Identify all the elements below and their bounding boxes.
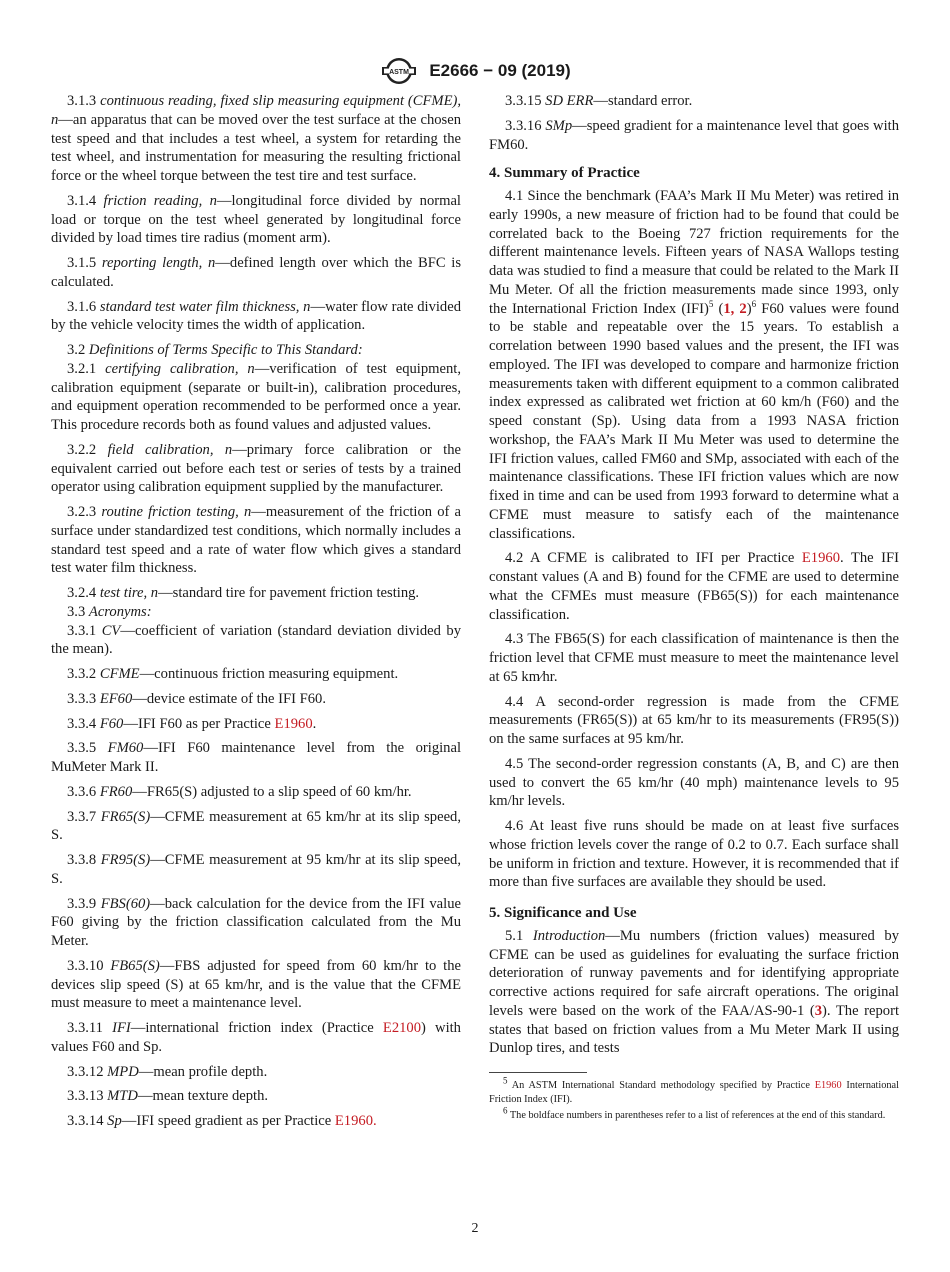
para-3-3-13: 3.3.13 MTD—mean texture depth. xyxy=(67,1088,269,1105)
para-3-2-4: 3.2.4 test tire, n—standard tire for pavement friction testing. xyxy=(67,585,420,601)
para-5-1: 5.1 Introduction—Mu numbers (friction values) measured by CFME can be used as guidelines for evaluating the surface friction deterioration of runway pavements and for identifying appropriate corrective actions required for safe aircraft operations. The original levels were based on the work of the FAA/AS-90-1 (3). The report states that based on friction values from a Mu Meter Mark II using Dunlop tires, and tests xyxy=(489,927,899,1057)
para-3-3-7: 3.3.7 FR65(S)—CFME measurement at 65 km/hr at its slip speed, S. xyxy=(51,808,462,844)
section-heading-summary: 4. Summary of Practice xyxy=(489,165,640,182)
para-4-1: 4.1 Since the benchmark (FAA’s Mark II Mu Meter) was retired in early 1990s, a new measure of friction had to be found that could be correlated back to the Boeing 727 friction requirements for the different maintenance levels. Fifteen years of NASA Wallops testing data was studied to find a measure that could be related to the Mark II Mu Meter. Of all the friction measurements made since 1993, only the International Friction Index (IFI)$^5$ (1, 2)$^6$ F60 values were found to be stable and repeatable over the 15 years. To establish a correlation between 1990 based values and the present, the IFI was employed. The IFI was developed to compare and harmonize friction measurements taken with different equipment to a common calibrated index expressed as calibrated wet friction at 60 km/h (F60) and the speed constant (Sp). Using data from a 1993 NASA friction workshop, the FAA’s Mark II Mu Meter was used to determine the IFI friction values, called FM60 and SMp, associated with each of the maintenance classifications. These IFI friction values which are now fixed in time and can be used from 1993 forward to determine what a CFME must measure to satisfy each of the maintenance classifications. xyxy=(489,188,899,542)
ref-link-e1960[interactable]: E1960 xyxy=(274,715,313,732)
para-3-3: 3.3 Acronyms: xyxy=(67,603,152,620)
para-3-3-4: 3.3.4 F60—IFI F60 as per Practice E1960. xyxy=(67,715,317,732)
para-3-3-15: 3.3.15 SD ERR—standard error. xyxy=(505,93,693,109)
para-3-3-6: 3.3.6 FR60—FR65(S) adjusted to a slip speed of 60 km/hr. xyxy=(67,783,412,800)
para-3-3-10: 3.3.10 FB65(S)—FBS adjusted for speed from 60 km/hr to the devices slip speed (S) at 65 km/hr, and is the value that the CFME must measure to meet a maintenance level. xyxy=(51,957,461,1012)
para-3-3-16: 3.3.16 SMp—speed gradient for a maintenance level that goes with FM60. xyxy=(489,117,899,153)
para-4-4: 4.4 A second-order regression is made from the CFME measurements (FR65(S)) at 65 km/hr to its measurements (FR95(S)) on the same surfaces at 95 km/hr. xyxy=(489,693,899,747)
ref-link-1-2[interactable]: 1, 2 xyxy=(723,300,747,317)
para-3-3-1: 3.3.1 CV—coefficient of variation (standard deviation divided by the mean). xyxy=(51,622,461,658)
para-3-1-3: 3.1.3 continuous reading, fixed slip measuring equipment (CFME), n—an apparatus that can be moved over the test surface at the chosen test speed and that includes a test wheel, a system for retarding the test wheel, and instrumentation for measuring the resulting frictional force or the wheel torque between the test tire and test surface. xyxy=(51,93,461,184)
ref-link-e2100[interactable]: E2100 xyxy=(382,1020,422,1036)
page-header xyxy=(0,56,950,86)
para-3-3-11: 3.3.11 IFI—international friction index (Practice E2100) with values F60 and Sp. xyxy=(51,1020,461,1055)
ref-link-e1960[interactable]: E1960. xyxy=(334,1113,377,1129)
ref-link-3[interactable]: 3 xyxy=(814,1002,823,1019)
footnote-5: $^5$ An ASTM International Standard methodology specified by Practice E1960 International Friction Index (IFI). xyxy=(489,1075,899,1105)
para-3-3-8: 3.3.8 FR95(S)—CFME measurement at 95 km/hr at its slip speed, S. xyxy=(51,852,462,887)
para-3-1-4: 3.1.4 friction reading, n—longitudinal force divided by normal load or torque on the test wheel generated by longitudinal force divided by load times tire radius (moment arm). xyxy=(51,192,461,247)
para-3-3-5: 3.3.5 FM60—IFI F60 maintenance level from the original MuMeter Mark II. xyxy=(51,740,462,775)
para-3-2-3: 3.2.3 routine friction testing, n—measurement of the friction of a surface under standardized test conditions, which normally includes a standard test speed and a rate of water flow which gives a standard test water film thickness. xyxy=(51,504,461,577)
footnote-mark-5[interactable]: 5 xyxy=(708,298,714,309)
ref-link-e1960[interactable]: E1960 xyxy=(814,1080,842,1091)
left-column xyxy=(51,92,461,1137)
para-3-2-1: 3.2.1 certifying calibration, n—verification of test equipment, calibration equipment (separate or built-in), calibration procedures, and equipment operation recommended to be performed once a year. This procedure records both as found values and adjusted values. xyxy=(51,360,461,433)
section-heading-significance: 5. Significance and Use xyxy=(489,905,637,921)
para-3-1-5: 3.1.5 reporting length, n—defined length over which the BFC is calculated. xyxy=(51,255,462,290)
footnote-6: $^6$ The boldface numbers in parentheses refer to a list of references at the end of this standard. xyxy=(503,1105,886,1121)
para-4-5: 4.5 The second-order regression constants (A, B, and C) are then used to convert the 65 km/hr (40 mph) maintenance levels to 95 km/hr levels. xyxy=(489,755,899,810)
para-3-2: 3.2 Definitions of Terms Specific to This Standard: xyxy=(67,342,363,358)
para-4-3: 4.3 The FB65(S) for each classification of maintenance is then the friction level that CFME must measure to meet the maintenance level at 65 km⁄hr. xyxy=(489,631,899,685)
para-3-3-2: 3.3.2 CFME—continuous friction measuring equipment. xyxy=(67,666,399,682)
astm-logo-icon xyxy=(379,56,419,86)
para-4-6: 4.6 At least five runs should be made on at least five surfaces whose friction levels cover the range of 0.2 to 0.7. Each surface shall be uniform in friction and texture. However, it is recommended that if more than five surfaces are available they should be used. xyxy=(489,818,899,891)
astm-logo-text: ASTM xyxy=(389,69,410,76)
para-3-1-6: 3.1.6 standard test water film thickness, n—water flow rate divided by the vehicle velocity times the width of application. xyxy=(51,298,461,334)
para-3-3-9: 3.3.9 FBS(60)—back calculation for the device from the IFI value F60 giving by the friction classification calculated from the Mu Meter. xyxy=(51,895,461,949)
para-3-3-12: 3.3.12 MPD—mean profile depth. xyxy=(67,1063,268,1080)
page-number: 2 xyxy=(471,1221,479,1236)
para-3-3-14: 3.3.14 Sp—IFI speed gradient as per Practice E1960. xyxy=(67,1113,377,1129)
para-4-2: 4.2 A CFME is calibrated to IFI per Practice E1960. The IFI constant values (A and B) found for the CFME are used to determine what the CFMEs must measure (FB65(S)) for each maintenance classification. xyxy=(489,550,899,623)
footnote-mark-6[interactable]: 6 xyxy=(751,298,757,309)
ref-link-e1960[interactable]: E1960 xyxy=(801,550,840,567)
document-designation: E2666 − 09 (2019) xyxy=(429,61,571,80)
right-column xyxy=(489,92,899,1126)
para-3-2-2: 3.2.2 field calibration, n—primary force calibration or the equivalent carried out before each test or series of tests by a trained operator using calibration equipment supplied by the manufacturer. xyxy=(51,441,461,496)
para-3-3-3: 3.3.3 EF60—device estimate of the IFI F60. xyxy=(67,690,327,707)
footnote-divider xyxy=(489,1072,587,1073)
